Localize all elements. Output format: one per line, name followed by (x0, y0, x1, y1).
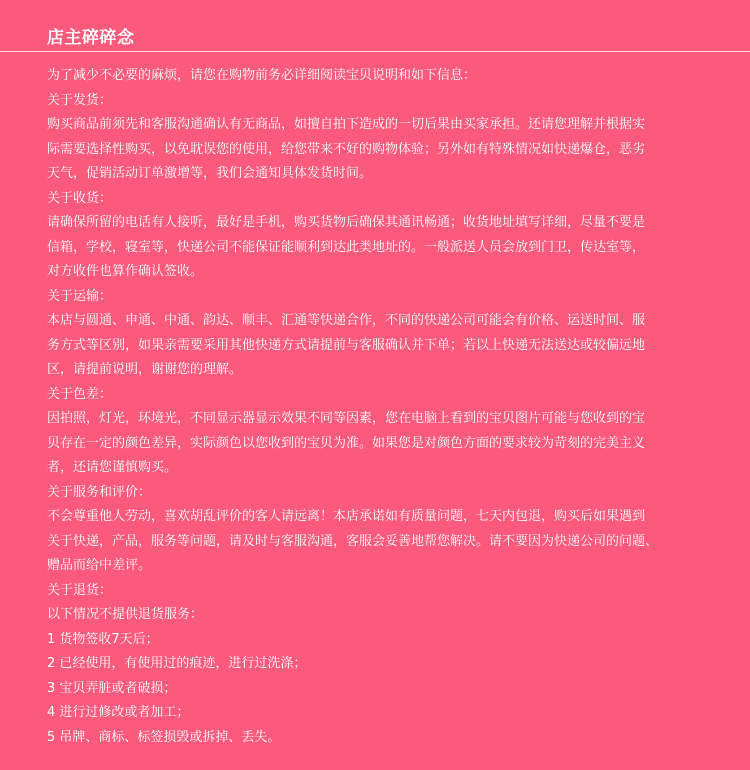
text-line: 务方式等区别，如果亲需要采用其他快递方式请提前与客服确认并下单；若以上快递无法送达或较偏远地 (47, 337, 646, 353)
page-title: 店主碎碎念 (47, 28, 135, 48)
text-line: 信箱，学校，寝室等，快递公司不能保证能顺利到达此类地址的。一般派送人员会放到门卫，传达室等， (47, 239, 646, 255)
section-heading-shipping: 关于发货： (47, 92, 113, 108)
section-heading-returns: 关于退货： (47, 582, 113, 598)
section-heading-transport: 关于运输： (47, 288, 113, 304)
header (0, 0, 750, 52)
return-rule-item: 2 已经使用，有使用过的痕迹，进行过洗涤； (47, 656, 307, 671)
section-heading-receiving: 关于收货： (47, 190, 113, 206)
text-line: 赠品而给中差评。 (47, 558, 152, 573)
notice-body (47, 64, 719, 750)
text-line: 区，请提前说明，谢谢您的理解。 (47, 362, 243, 377)
text-line: 本店与圆通、申通、中通、韵达、顺丰、汇通等快递合作，不同的快递公司可能会有价格、运送时间、服 (47, 313, 646, 328)
text-line: 天气，促销活动订单激增等，我们会通知具体发货时间。 (47, 166, 373, 181)
text-line: 关于快递，产品，服务等问题，请及时与客服沟通，客服会妥善地帮您解决。请不要因为快递公司的问题、 (47, 533, 659, 549)
return-rule-item: 5 吊牌、商标、标签损毁或拆掉、丢失。 (47, 729, 281, 745)
text-line: 际需要选择性购买，以免耽误您的使用，给您带来不好的购物体验；另外如有特殊情况如快递爆仓，恶劣 (47, 141, 646, 157)
section-heading-service-review: 关于服务和评价： (47, 484, 152, 500)
section-heading-color-difference: 关于色差： (47, 386, 113, 402)
text-line: 请确保所留的电话有人接听，最好是手机，购买货物后确保其通讯畅通；收货地址填写详细，尽量不要是 (47, 215, 646, 230)
text-line: 因拍照，灯光，环境光，不同显示器显示效果不同等因素，您在电脑上看到的宝贝图片可能与您收到的宝 (47, 411, 646, 426)
text-line: 者，还请您谨慎购买。 (47, 460, 178, 475)
text-line: 以下情况不提供退货服务： (47, 607, 204, 622)
intro-line: 为了减少不必要的麻烦，请您在购物前务必详细阅读宝贝说明和如下信息： (47, 68, 477, 83)
return-rule-item: 3 宝贝弄脏或者破损； (47, 680, 177, 696)
header-divider (0, 51, 750, 52)
text-line: 购买商品前须先和客服沟通确认有无商品，如擅自拍下造成的一切后果由买家承担。还请您理解并根据实 (47, 117, 646, 132)
text-line: 贝存在一定的颜色差异，实际颜色以您收到的宝贝为准。如果您是对颜色方面的要求较为苛刻的完美主义 (47, 435, 646, 451)
text-line: 不会尊重他人劳动，喜欢胡乱评价的客人请远离！本店承诺如有质量问题，七天内包退，购买后如果遇到 (47, 509, 646, 524)
return-rule-item: 1 货物签收7天后； (47, 631, 159, 647)
text-line: 对方收件也算作确认签收。 (47, 264, 204, 279)
return-rule-item: 4 进行过修改或者加工； (47, 705, 190, 720)
